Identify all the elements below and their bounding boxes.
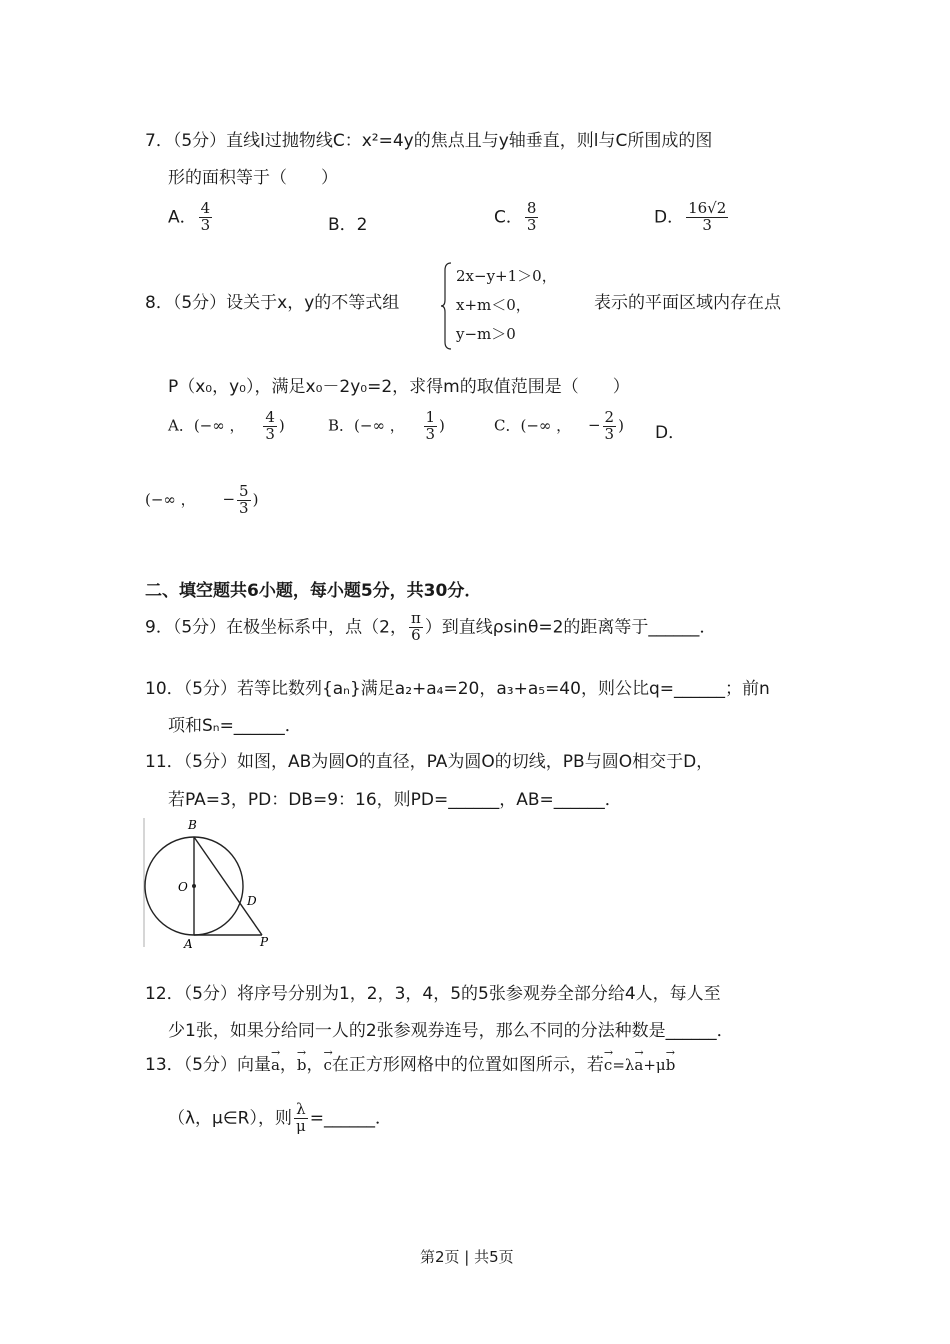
q8-option-b: B．(−∞ ， $\frac{1}{3}$ ): [328, 408, 445, 443]
center-point: [192, 884, 196, 888]
inequality-1: 2x−y+1＞0，: [456, 267, 557, 285]
vector-a: → a: [271, 1050, 280, 1074]
fraction: $\frac{1}{3}$: [425, 408, 436, 443]
q11-line1: 11．（5分）如图，AB为圆O的直径，PA为圆O的切线，PB与圆O相交于D，: [145, 752, 714, 772]
q7-option-a: A． $\frac{4}{3}$: [168, 199, 211, 234]
q8-option-d-label: D．: [655, 423, 686, 443]
vector-c: → c: [324, 1050, 332, 1074]
q8-line1-post: 表示的平面区域内存在点: [594, 293, 781, 313]
vector-a-eq: → a: [634, 1050, 643, 1074]
q10-line2: 项和Sₙ=______．: [168, 716, 302, 736]
q7-option-b: B．2: [328, 215, 368, 235]
q8-option-a: A．(−∞ ， $\frac{4}{3}$ ): [168, 408, 285, 443]
fraction: $\frac{\lambda}{\mu}$: [296, 1100, 306, 1135]
q13-line2: （λ，μ∈R），则 $\frac{\lambda}{\mu}$ =______．: [168, 1100, 392, 1135]
q9: 9．（5分）在极坐标系中，点（2， $\frac{\pi}{6}$ ）到直线ρsinθ=2的距离等于______．: [145, 609, 717, 644]
q10-line1: 10．（5分）若等比数列{aₙ}满足a₂+a₄=20，a₃+a₅=40，则公比q=______；前n: [145, 679, 770, 699]
label-a: A: [184, 937, 193, 951]
inequality-3: y−m＞0: [456, 325, 516, 343]
fraction: $\frac{2}{3}$: [604, 408, 615, 443]
q8-option-c: C．(−∞ ， − $\frac{2}{3}$ ): [494, 408, 624, 443]
q8-line2: P（x₀，y₀），满足x₀－2y₀=2，求得m的取值范围是（ ）: [168, 377, 630, 397]
label-p: P: [260, 935, 269, 949]
fraction: $\frac{4}{3}$: [200, 199, 211, 234]
inequality-system: [456, 262, 557, 349]
section-heading: 二、填空题共6小题，每小题5分，共30分．: [145, 581, 482, 601]
system-brace: [440, 262, 452, 354]
q12-line2: 少1张，如果分给同一人的2张参观券连号，那么不同的分法种数是______．: [168, 1021, 734, 1041]
secant-pb: [194, 837, 262, 935]
q7-line1: 7．（5分）直线l过抛物线C：x²=4y的焦点且与y轴垂直，则l与C所围成的图: [145, 131, 713, 151]
vector-c-eq: → c: [604, 1050, 612, 1074]
fraction: $\frac{8}{3}$: [526, 199, 537, 234]
label-d: D: [247, 894, 257, 908]
vector-b: → b: [297, 1050, 307, 1074]
fraction: $\frac{5}{3}$: [239, 482, 249, 517]
vector-b-eq: → b: [666, 1050, 676, 1074]
label-o: O: [178, 880, 188, 894]
fraction: $\frac{\pi}{6}$: [410, 609, 421, 644]
q12-line1: 12．（5分）将序号分别为1，2，3，4，5的5张参观券全部分给4人，每人至: [145, 984, 721, 1004]
inequality-2: x+m＜0，: [456, 296, 531, 314]
fraction: $\frac{4}{3}$: [265, 408, 275, 443]
circle-tangent-figure: [143, 815, 278, 953]
q8-option-d: (−∞ ， − $\frac{5}{3}$ ): [145, 482, 259, 517]
label-b: B: [188, 818, 197, 832]
q7-option-d: D． $\frac{16√2}{3}$: [654, 199, 727, 234]
q7-line2: 形的面积等于（ ）: [168, 168, 338, 188]
q11-line2: 若PA=3，PD：DB=9：16，则PD=______，AB=______．: [168, 790, 622, 810]
page-footer: 第2页 | 共5页: [420, 1248, 514, 1266]
fraction: $\frac{16√2}{3}$: [688, 199, 727, 234]
q7-option-c: C． $\frac{8}{3}$: [494, 199, 537, 234]
q8-line1-pre: 8．（5分）设关于x，y的不等式组: [145, 293, 400, 313]
q13-line1: 13．（5分）向量→ a，→ b，→ c在正方形网格中的位置如图所示，若→ c=λ→ a+μ→ b: [145, 1050, 675, 1075]
